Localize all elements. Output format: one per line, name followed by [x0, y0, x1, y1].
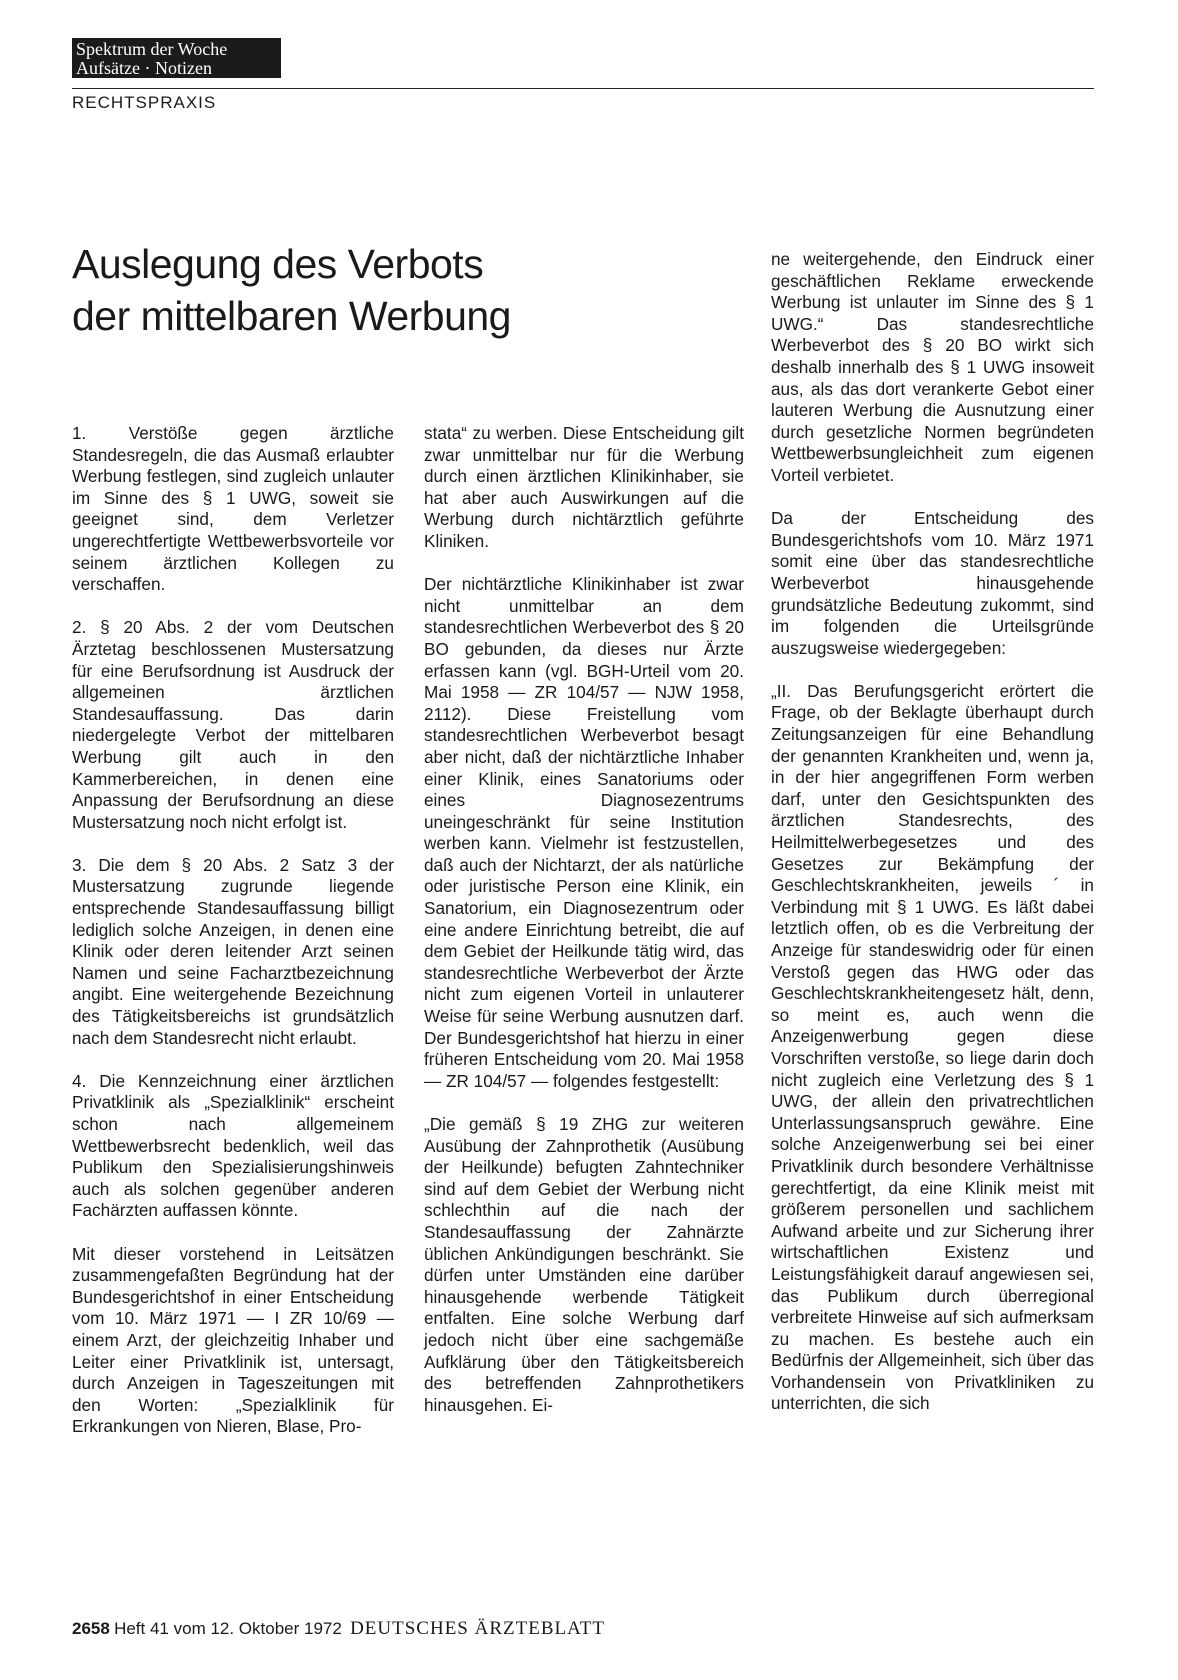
text-column-2: [424, 423, 744, 1438]
journal-name: DEUTSCHES ÄRZTEBLATT: [350, 1618, 605, 1639]
paragraph: „Die gemäß § 19 ZHG zur weiteren Ausübung der Zahnprothetik (Ausübung der Heilkunde) befugten Zahntechniker sind auf dem Gebiet der Werbung nicht schlechthin auf die nach der Standesauffassung der Zahnärzte üblichen Ankündigungen beschränkt. Sie dürfen unter Umständen eine darüber hinausgehende werbende Tätigkeit entfalten. Eine solche Werbung darf jedoch nicht über eine sachgemäße Aufklärung über den Tätigkeitsbereich des betreffenden Zahnprothetikers hinausgehen. Ei-: [424, 1114, 744, 1415]
masthead-box: [72, 38, 281, 78]
paragraph: 4. Die Kennzeichnung einer ärztlichen Privatklinik als „Spezialklinik“ erscheint schon nach allgemeinem Wettbewerbsrecht bedenklich, weil das Publikum den Spezialisierungshinweis auch als solchen gegenüber anderen Fachärzten auffassen könnte.: [72, 1070, 394, 1221]
paragraph: Da der Entscheidung des Bundesgerichtshofs vom 10. März 1971 somit eine über das standesrechtliche Werbeverbot hinausgehende grundsätzliche Bedeutung zukommt, sind im folgenden die Urteilsgründe auszugsweise wiedergegeben:: [771, 508, 1094, 658]
section-label: RECHTSPRAXIS: [72, 93, 217, 112]
title-line-2: der mittelbaren Werbung: [72, 293, 511, 339]
paragraph: 2. § 20 Abs. 2 der vom Deutschen Ärztetag beschlossenen Mustersatzung für eine Berufsordnung ist Ausdruck der allgemeinen ärztlichen Standesauffassung. Das darin niedergelegte Verbot der mittelbaren Werbung gilt auch in den Kammerbereichen, in denen eine Anpassung der Berufsordnung an diese Mustersatzung noch nicht erfolgt ist.: [72, 617, 394, 832]
issue-info: Heft 41 vom 12. Oktober 1972: [114, 1619, 342, 1638]
article-title: [72, 238, 692, 342]
masthead-line-1: Spektrum der Woche: [76, 39, 228, 59]
header-rule: [72, 88, 1094, 89]
paragraph: 3. Die dem § 20 Abs. 2 Satz 3 der Mustersatzung zugrunde liegende entsprechende Standesauffassung billigt lediglich solche Anzeigen, in denen eine Klinik oder deren leitender Arzt seinen Namen und seine Facharztbezeichnung angibt. Eine weitergehende Bezeichnung des Tätigkeitsbereichs ist grundsätzlich nach dem Standesrecht nicht erlaubt.: [72, 854, 394, 1048]
masthead-line-2: Aufsätze · Notizen: [76, 58, 212, 78]
paragraph: stata“ zu werben. Diese Entscheidung gilt zwar unmittelbar nur für die Werbung durch einen ärztlichen Klinikinhaber, sie hat aber auch Auswirkungen auf die Werbung durch nichtärztlich geführte Kliniken.: [424, 423, 744, 551]
paragraph: Der nichtärztliche Klinikinhaber ist zwar nicht unmittelbar an dem standesrechtlichen Werbeverbot des § 20 BO gebunden, da dieses nur Ärzte erfassen kann (vgl. BGH-Urteil vom 20. Mai 1958 — ZR 104/57 — NJW 1958, 2112). Diese Freistellung vom standesrechtlichen Werbeverbot besagt aber nicht, daß der nichtärztliche Inhaber einer Klinik, eines Sanatoriums oder eines Diagnosezentrums uneingeschränkt für seine Institution werben kann. Vielmehr ist festzustellen, daß auch der Nichtarzt, der als natürliche oder juristische Person eine Klinik, ein Sanatorium, ein Diagnosezentrum oder eine andere Einrichtung betreibt, die auf dem Gebiet der Heilkunde tätig wird, das standesrechtliche Werbeverbot der Ärzte nicht zum eigenen Vorteil in unlauterer Weise für seine Werbung ausnutzen darf. Der Bundesgerichtshof hat hierzu in einer früheren Entscheidung vom 20. Mai 1958 — ZR 104/57 — folgendes festgestellt:: [424, 574, 744, 1091]
paragraph: „II. Das Berufungsgericht erörtert die Frage, ob der Beklagte überhaupt durch Zeitungsanzeigen für eine Behandlung der genannten Krankheiten und, wenn ja, in der hier angegriffenen Form werben darf, unter den Gesichtspunkten des ärztlichen Standesrechts, des Heilmittelwerbegesetzes und des Gesetzes zur Bekämpfung der Geschlechtskrankheiten, jeweils ´ in Verbindung mit § 1 UWG. Es läßt dabei letztlich offen, ob es die Verbreitung der Anzeige für standeswidrig oder für einen Verstoß gegen das HWG oder das Geschlechtskrankheitengesetz hält, denn, so meint es, auch wenn die Anzeigenwerbung gegen diese Vorschriften verstoße, so liege darin doch nicht zugleich eine Verletzung des § 1 UWG, der allein den privatrechtlichen Unterlassungsanspruch gewähre. Eine solche Anzeigenwerbung sei bei einer Privatklinik durch besondere Verhältnisse gerechtfertigt, da eine Klinik meist mit größerem personellen und sachlichem Aufwand arbeite und zur Sicherung ihrer wirtschaftlichen Existenz und Leistungsfähigkeit darauf angewiesen sei, das Publikum durch überregional verbreitete Hinweise auf sich aufmerksam zu machen. Es bestehe auch ein Bedürfnis der Allgemeinheit, sich über das Vorhandensein von Privatkliniken zu unterrichten, die sich: [771, 680, 1094, 1414]
paragraph: ne weitergehende, den Eindruck einer geschäftlichen Reklame erweckende Werbung ist unlauter im Sinne des § 1 UWG.“ Das standesrechtliche Werbeverbot des § 20 BO wirkt sich deshalb innerhalb des § 1 UWG insoweit aus, als das dort verankerte Gebot einer lauteren Werbung die Ausnutzung einer durch gesetzliche Normen begründeten Wettbewerbsungleichheit zum eigenen Vorteil verbietet.: [771, 249, 1094, 485]
text-column-1: [72, 423, 394, 1460]
title-line-1: Auslegung des Verbots: [72, 241, 484, 287]
paragraph: Mit dieser vorstehend in Leitsätzen zusammengefaßten Begründung hat der Bundesgerichtshof in einer Entscheidung vom 10. März 1971 — I ZR 10/69 — einem Arzt, der gleichzeitig Inhaber und Leiter einer Privatklinik ist, untersagt, durch Anzeigen in Tageszeitungen mit den Worten: „Spezialklinik für Erkrankungen von Nieren, Blase, Pro-: [72, 1243, 394, 1437]
text-column-3: [771, 249, 1094, 1437]
paragraph: 1. Verstöße gegen ärztliche Standesregeln, die das Ausmaß erlaubter Werbung festlegen, sind zugleich unlauter im Sinne des § 1 UWG, soweit sie geeignet sind, dem Verletzer ungerechtfertigte Wettbewerbsvorteile vor seinem ärztlichen Kollegen zu verschaffen.: [72, 423, 394, 595]
page-footer: [72, 1618, 605, 1640]
page-number: 2658: [72, 1619, 110, 1638]
